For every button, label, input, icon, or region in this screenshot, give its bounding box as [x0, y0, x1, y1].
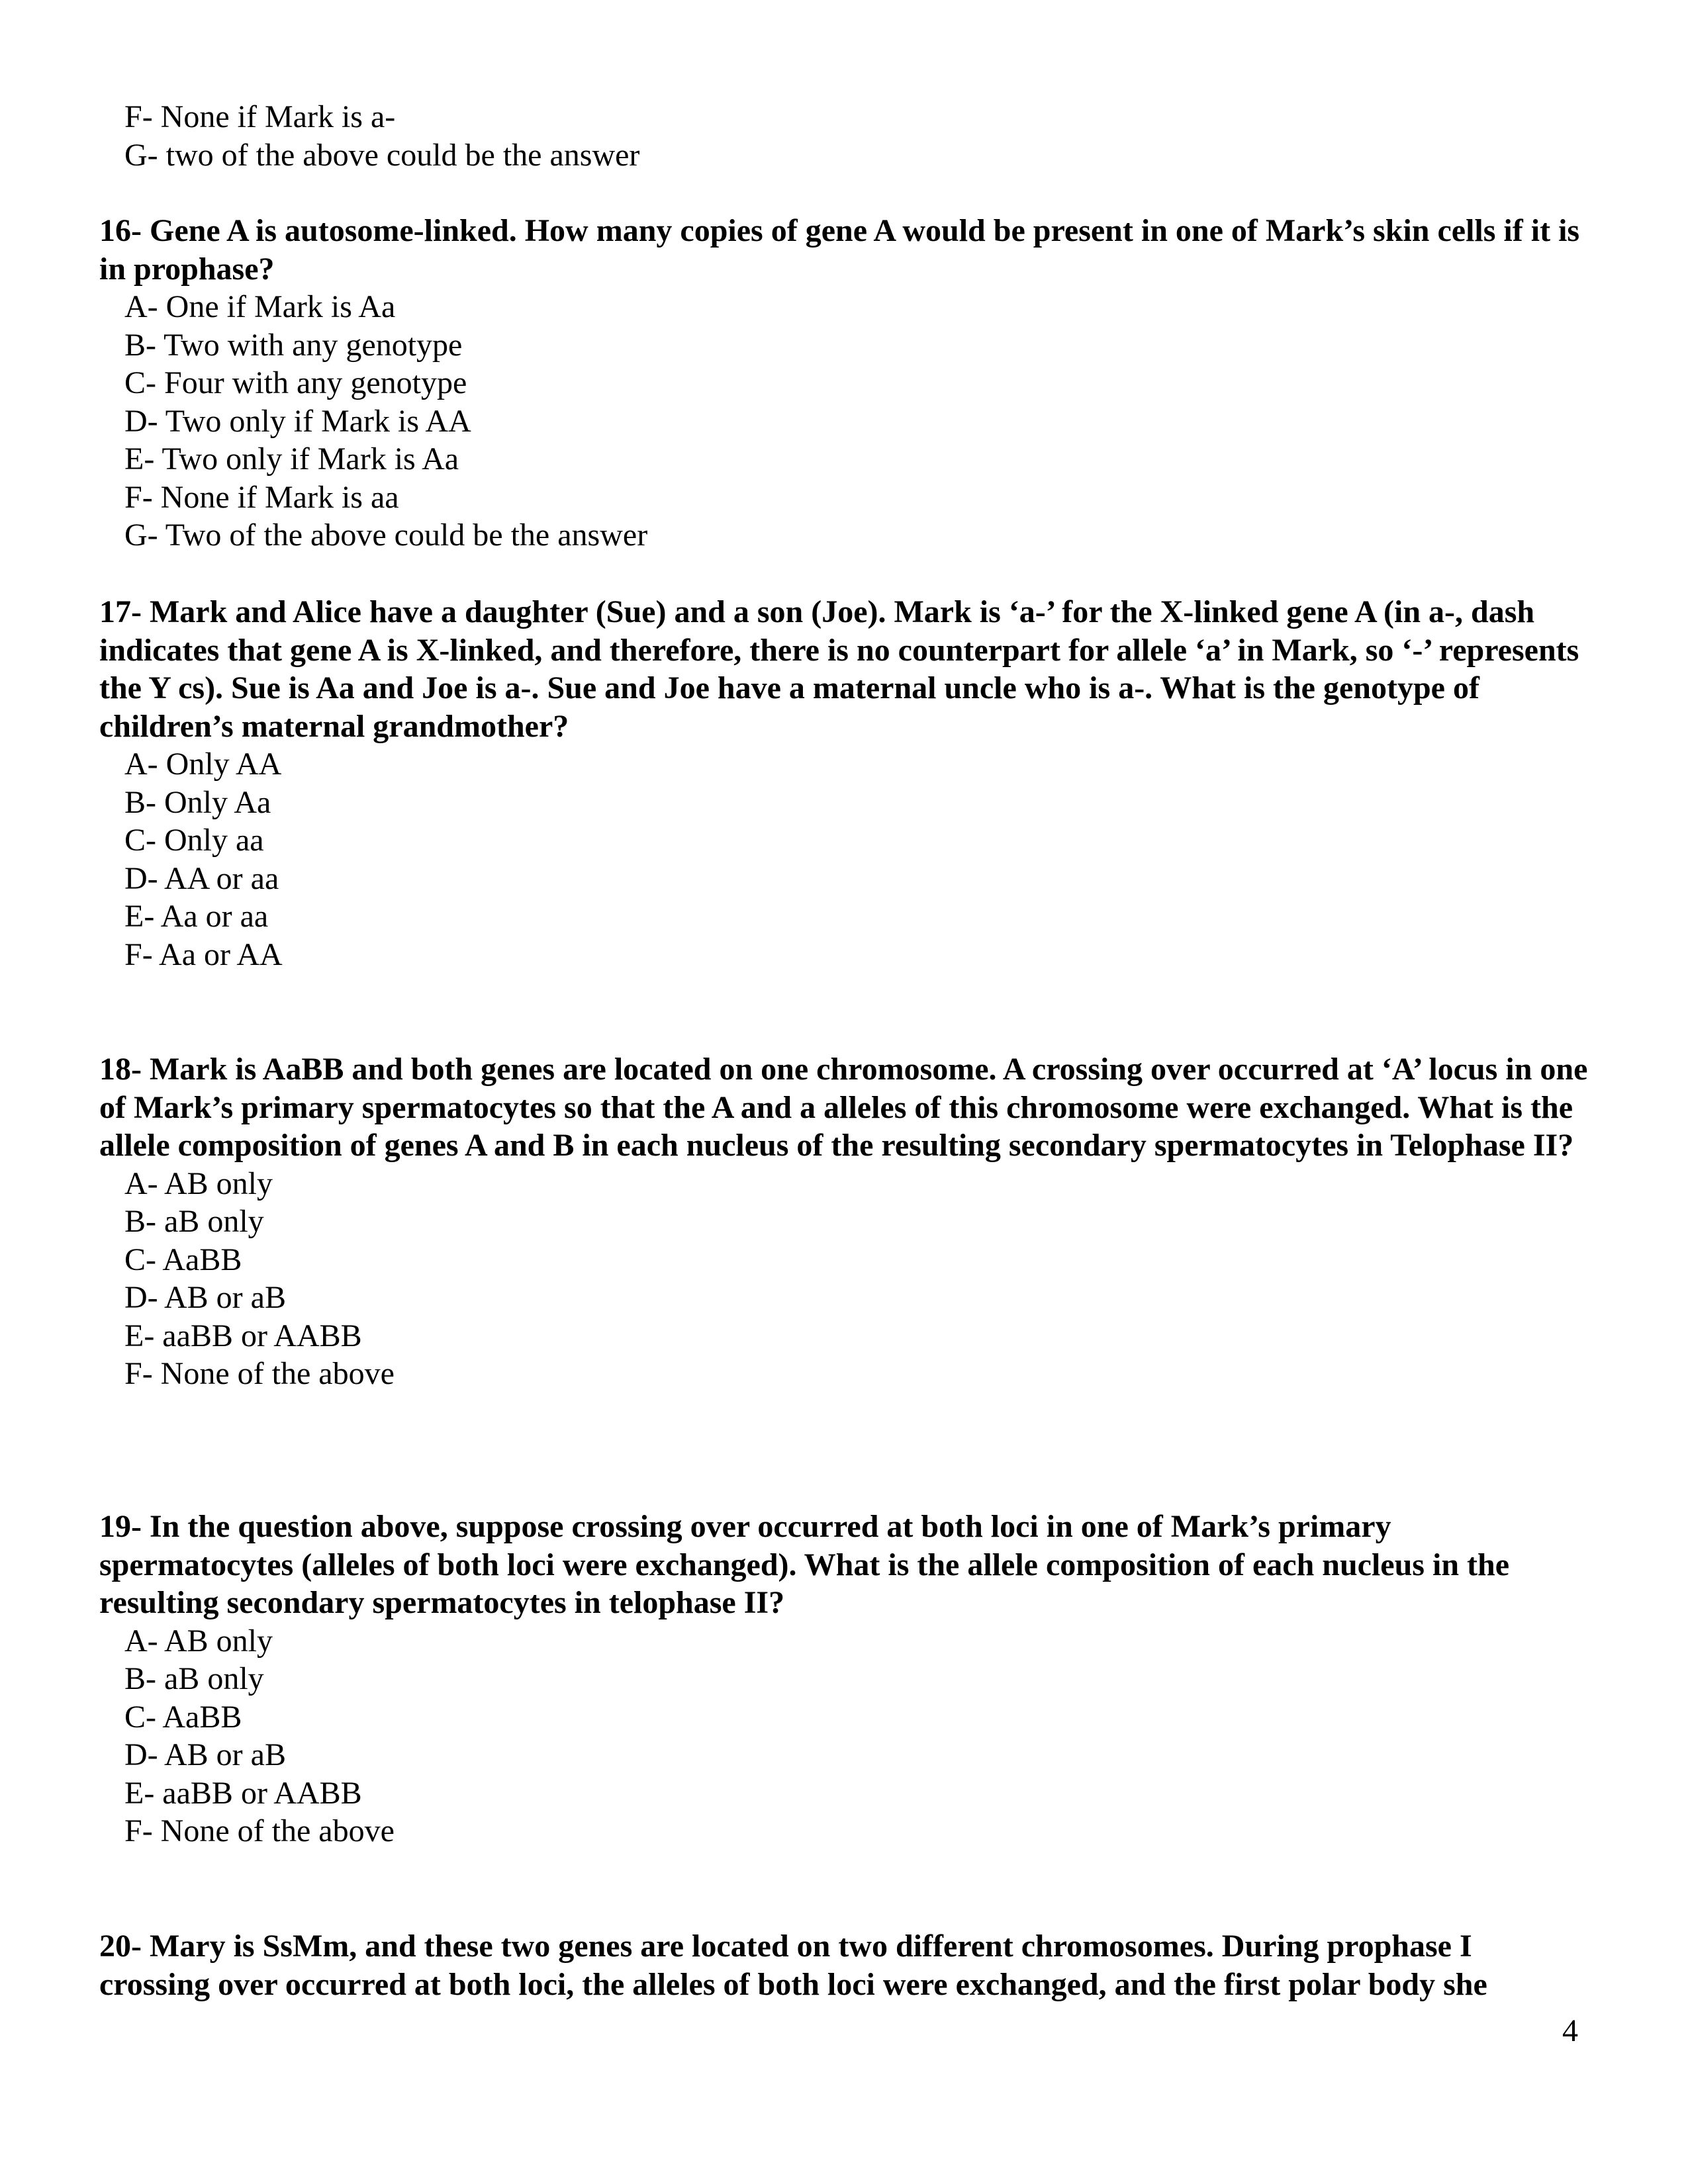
answer-option: F- Aa or AA — [124, 936, 283, 972]
answer-option: D- AA or aa — [124, 860, 279, 896]
answer-option: F- None of the above — [124, 1356, 395, 1391]
answer-option: D- Two only if Mark is AA — [124, 403, 471, 439]
answer-option: B- aB only — [124, 1661, 264, 1696]
answer-option: F- None if Mark is aa — [124, 479, 399, 515]
answer-option: C- Four with any genotype — [124, 365, 467, 400]
question-17 — [99, 593, 1589, 974]
question-18 — [99, 1050, 1589, 1393]
answer-options — [99, 745, 1589, 974]
question-20 — [99, 1927, 1589, 2003]
answer-option: G- Two of the above could be the answer — [124, 518, 648, 553]
page-number: 4 — [1562, 2013, 1578, 2048]
answer-option: A- AB only — [124, 1623, 273, 1659]
answer-option: A- One if Mark is Aa — [124, 289, 396, 324]
question-text: 17- Mark and Alice have a daughter (Sue) and a son (Joe). Mark is ‘a-’ for the X-linked gene A (in a-, dash indicates that gene A is X-linked, and therefore, there is no counterpart for allele ‘a’ in Mark, so ‘-’ represents the Y cs). Sue is Aa and Joe is a-. Sue and Joe have a maternal uncle who is a-. What is the genotype of children’s maternal grandmother? — [99, 594, 1579, 744]
answer-option: C- AaBB — [124, 1699, 242, 1735]
answer-option: D- AB or aB — [124, 1280, 286, 1315]
answer-option: C- Only aa — [124, 823, 264, 858]
answer-options — [99, 1622, 1589, 1850]
question-15-tail — [99, 98, 1589, 174]
answer-option: F- None of the above — [124, 1813, 395, 1848]
answer-options — [99, 288, 1589, 555]
question-text: 16- Gene A is autosome-linked. How many copies of gene A would be present in one of Mark’s skin cells if it is in prophase? — [99, 213, 1580, 287]
answer-option: G- two of the above could be the answer — [124, 137, 640, 173]
question-text: 19- In the question above, suppose crossing over occurred at both loci in one of Mark’s primary spermatocytes (alleles of both loci were exchanged). What is the allele composition of each nucleus in the resulting secondary spermatocytes in telophase II? — [99, 1509, 1509, 1620]
question-text: 20- Mary is SsMm, and these two genes are located on two different chromosomes. During prophase I crossing over occurred at both loci, the alleles of both loci were exchanged, and the first polar body she — [99, 1929, 1487, 2002]
answer-option: C- AaBB — [124, 1242, 242, 1277]
answer-option: D- AB or aB — [124, 1737, 286, 1772]
answer-options — [99, 98, 1589, 174]
answer-option: E- Two only if Mark is Aa — [124, 441, 459, 477]
answer-options — [99, 1165, 1589, 1393]
answer-option: E- Aa or aa — [124, 899, 269, 934]
answer-option: B- Only Aa — [124, 784, 271, 820]
question-text: 18- Mark is AaBB and both genes are located on one chromosome. A crossing over occurred at ‘A’ locus in one of Mark’s primary spermatocytes so that the A and a alleles of this chromosome were exchanged. What is the allele composition of genes A and B in each nucleus of the resulting secondary spermatocytes in Telophase II? — [99, 1052, 1588, 1163]
question-19 — [99, 1508, 1589, 1850]
question-16 — [99, 212, 1589, 555]
answer-option: F- None if Mark is a- — [124, 99, 396, 134]
answer-option: A- Only AA — [124, 747, 282, 782]
answer-option: A- AB only — [124, 1165, 273, 1201]
answer-option: B- aB only — [124, 1204, 264, 1239]
answer-option: B- Two with any genotype — [124, 327, 463, 363]
answer-option: E- aaBB or AABB — [124, 1318, 362, 1353]
answer-option: E- aaBB or AABB — [124, 1775, 362, 1811]
